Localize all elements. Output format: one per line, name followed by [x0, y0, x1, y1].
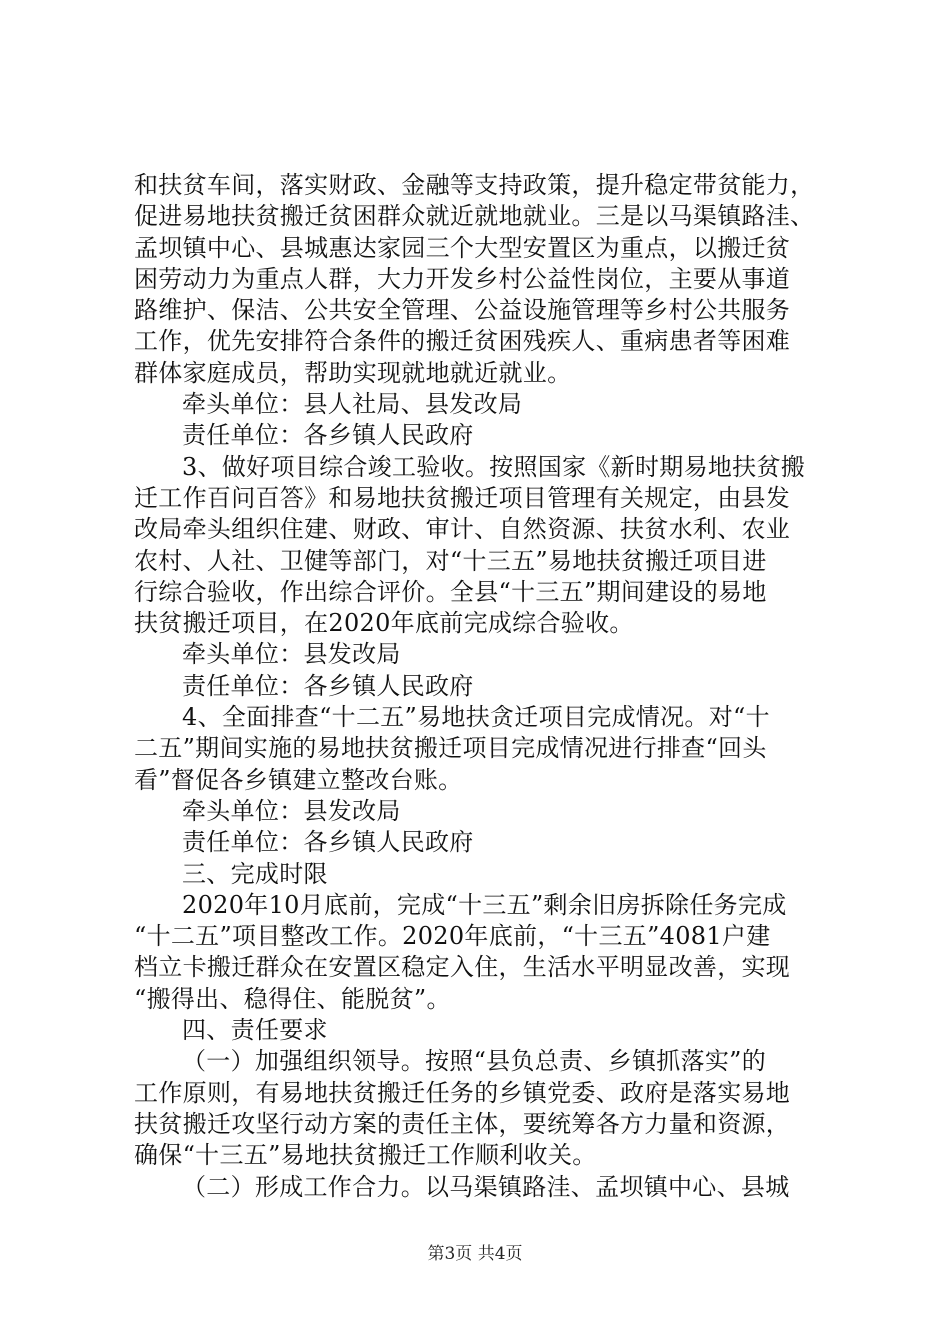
page-footer: 第3页 共4页 — [427, 1244, 523, 1264]
text-line: 牵头单位：县发改局 — [182, 796, 401, 825]
text-line: 促进易地扶贫搬迁贫困群众就近就地就业。三是以马渠镇路洼、 — [134, 202, 815, 231]
text-line: 工作原则，有易地扶贫搬迁任务的乡镇党委、政府是落实易地 — [134, 1078, 791, 1107]
text-line: 孟坝镇中心、县城惠达家园三个大型安置区为重点，以搬迁贫 — [134, 233, 791, 262]
text-line: 3、做好项目综合竣工验收。按照国家《新时期易地扶贫搬 — [182, 452, 806, 481]
text-line: 三、完成时限 — [182, 859, 328, 888]
text-line: （一）加强组织领导。按照“县负总责、乡镇抓落实”的 — [182, 1047, 767, 1076]
text-line: 看”督促各乡镇建立整改台账。 — [134, 765, 463, 794]
text-line: 迁工作百问百答》和易地扶贫搬迁项目管理有关规定，由县发 — [134, 483, 791, 512]
text-line: 路维护、保洁、公共安全管理、公益设施管理等乡村公共服务 — [134, 296, 791, 325]
text-line: 责任单位：各乡镇人民政府 — [182, 828, 474, 857]
body-text — [134, 170, 834, 1203]
text-line: 4、全面排查“十二五”易地扶贪迁项目完成情况。对“十 — [182, 703, 770, 732]
text-line: 扶贫搬迁攻坚行动方案的责任主体，要统筹各方力量和资源， — [134, 1109, 791, 1138]
text-line: 扶贫搬迁项目，在2020年底前完成综合验收。 — [134, 609, 634, 638]
text-line: 困劳动力为重点人群，大力开发乡村公益性岗位，主要从事道 — [134, 264, 791, 293]
text-line: 四、责任要求 — [182, 1016, 328, 1045]
text-line: 二五”期间实施的易地扶贫搬迁项目完成情况进行排查“回头 — [134, 734, 767, 763]
text-line: 和扶贫车间，落实财政、金融等支持政策，提升稳定带贫能力， — [134, 171, 815, 199]
text-line: 确保“十三五”易地扶贫搬迁工作顺利收关。 — [134, 1141, 597, 1170]
text-line: 农村、人社、卫健等部门，对“十三五”易地扶贫搬迁项目进 — [134, 546, 767, 575]
text-line: 档立卡搬迁群众在安置区稳定入住，生活水平明显改善，实现 — [134, 953, 791, 982]
text-line: 工作，优先安排符合条件的搬迁贫困残疾人、重病患者等困难 — [134, 327, 791, 356]
text-line: 责任单位：各乡镇人民政府 — [182, 671, 474, 700]
text-line: 牵头单位：县发改局 — [182, 640, 401, 669]
text-line: “十二五”项目整改工作。2020年底前，“十三五”4081户建 — [134, 922, 771, 951]
text-line: 群体家庭成员，帮助实现就地就近就业。 — [134, 358, 572, 387]
text-line: 责任单位：各乡镇人民政府 — [182, 421, 474, 450]
text-line: 牵头单位：县人社局、县发改局 — [182, 390, 523, 419]
text-line: 改局牵头组织住建、财政、审计、自然资源、扶贫水利、农业 — [134, 515, 791, 544]
text-line: （二）形成工作合力。以马渠镇路洼、孟坝镇中心、县城 — [182, 1172, 790, 1201]
text-line: 2020年10月底前，完成“十三五”剩余旧房拆除任务完成 — [182, 890, 787, 919]
text-line: “搬得出、稳得住、能脱贫”。 — [134, 984, 451, 1013]
text-line: 行综合验收，作出综合评价。全县“十三五”期间建设的易地 — [134, 577, 767, 606]
